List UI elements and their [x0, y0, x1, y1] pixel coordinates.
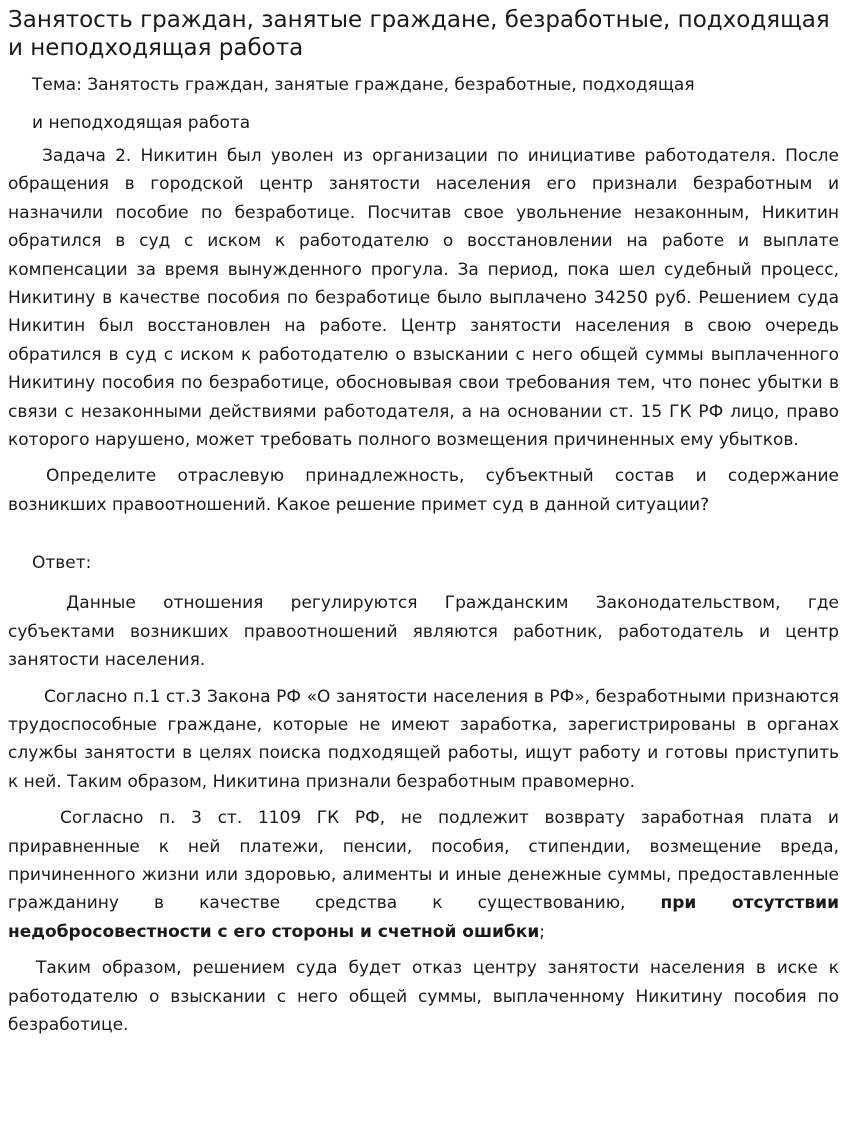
task-paragraph: Задача 2. Никитин был уволен из организации по инициативе работодателя. После обращения в городской центр занятости населения его признали безработным и назначили пособие по безработице. Посчитав свое увольнение незаконным, Никитин обратился в суд с иском к работодателю о восстановлении на работе и выплате компенсации за время вынужденного прогула. За период, пока шел судебный процесс, Никитину в качестве пособия по безработице было выплачено 34250 руб. Решением суда Никитин был восстановлен на работе. Центр занятости населения в свою очередь обратился в суд с иском к работодателю о взыскании с него общей суммы выплаченного Никитину пособия по безработице, обосновывая свои требования тем, что понес убытки в связи с незаконными действиями работодателя, а на основании ст. 15 ГК РФ лицо, право которого нарушено, может требовать полного возмещения причиненных ему убытков. [8, 146, 839, 451]
answer-paragraph-3-text: Согласно п. 3 ст. 1109 ГК РФ, не подлежит возврату заработная плата и приравненные к ней платежи, пенсии, пособия, стипендии, возмещение вреда, причиненного жизни или здоровью, алименты и иные денежные суммы, предоставленные гражданину в качестве средства к существованию, [8, 808, 839, 914]
answer-paragraph-3 [8, 804, 839, 946]
topic-line-1: Тема: Занятость граждан, занятые граждане, безработные, подходящая [32, 75, 695, 95]
answer-paragraph-4: Таким образом, решением суда будет отказ центру занятости населения в иске к работодателю о взыскании с него общей суммы, выплаченному Никитину пособия по безработице. [8, 958, 839, 1035]
section-spacer [8, 527, 839, 549]
answer-paragraph-2: Согласно п.1 ст.3 Закона РФ «О занятости населения в РФ», безработными признаются трудоспособные граждане, которые не имеют заработка, зарегистрированы в органах службы занятости в целях поиска подходящей работы, ищут работу и готовы приступить к ней. Таким образом, Никитина признали безработным правомерно. [8, 686, 839, 792]
answer-paragraph-3-end: ; [539, 921, 545, 942]
topic-line-2: и неподходящая работа [32, 113, 251, 133]
answer-paragraph-1: Данные отношения регулируются Гражданским Законодательством, где субъектами возникших правоотношений являются работник, работодатель и центр занятости населения. [8, 593, 839, 671]
answer-paragraph-3-bold: при отсутствии недобросовестности с его стороны и счетной ошибки [8, 893, 839, 942]
answer-label: Ответ: [32, 553, 92, 574]
page-title: Занятость граждан, занятые граждане, безработные, подходящая и неподходящая работа [8, 7, 830, 61]
question-paragraph: Определите отраслевую принадлежность, субъектный состав и содержание возникших правоотношений. Какое решение примет суд в данной ситуации? [8, 466, 839, 515]
